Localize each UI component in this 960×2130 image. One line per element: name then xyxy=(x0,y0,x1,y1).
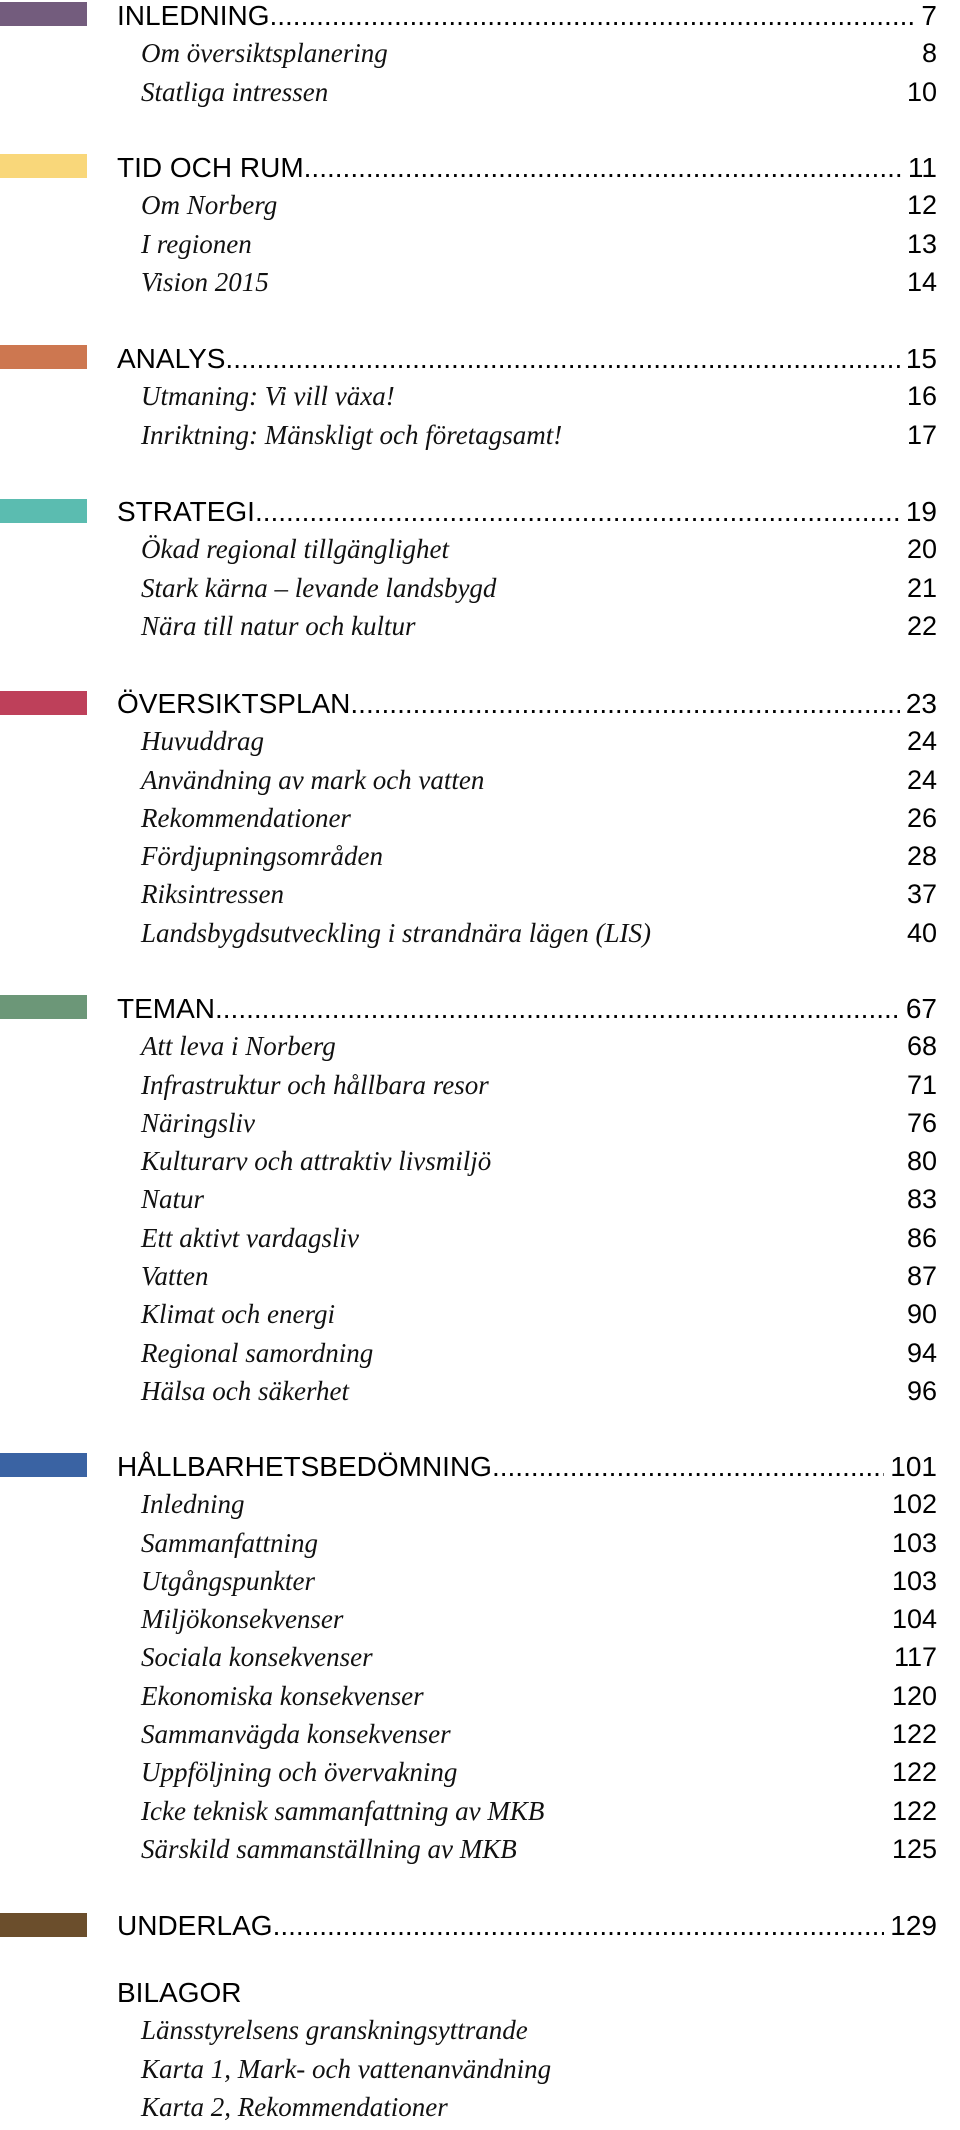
entry-page-number: 12 xyxy=(906,190,937,221)
dot-leader xyxy=(304,152,902,184)
heading-title: STRATEGI xyxy=(117,496,255,527)
entry-page-number: 87 xyxy=(906,1261,937,1292)
toc-entry[interactable] xyxy=(117,420,937,458)
toc-entry[interactable] xyxy=(117,381,937,419)
toc-section xyxy=(0,0,960,115)
toc-entry[interactable] xyxy=(117,1834,937,1872)
entry-page-number: 20 xyxy=(906,534,937,565)
entry-page-number: 90 xyxy=(906,1299,937,1330)
entry-title: Inriktning: Mänskligt och företagsamt! xyxy=(141,419,563,450)
toc-entry[interactable] xyxy=(117,1108,937,1146)
toc-entry[interactable] xyxy=(117,2015,937,2053)
toc-entry[interactable] xyxy=(117,1489,937,1527)
dot-leader xyxy=(269,0,915,32)
entry-page-number: 122 xyxy=(891,1719,937,1750)
toc-entry[interactable] xyxy=(117,1031,937,1069)
toc-entry[interactable] xyxy=(117,573,937,611)
heading-page-number: 67 xyxy=(905,993,937,1024)
entry-title: Användning av mark och vatten xyxy=(141,764,485,795)
entry-title: Karta 1, Mark- och vattenanvändning xyxy=(141,2053,552,2084)
toc-entry[interactable] xyxy=(117,2054,937,2092)
toc-section xyxy=(0,993,960,1414)
toc-entry[interactable] xyxy=(117,1528,937,1566)
entry-page-number: 26 xyxy=(906,802,937,833)
entry-title: Riksintressen xyxy=(141,879,284,910)
toc-section xyxy=(0,1451,960,1872)
heading-page-number: 7 xyxy=(921,0,937,31)
heading-page-number: 101 xyxy=(890,1451,937,1482)
entry-title: Sammanfattning xyxy=(141,1527,319,1558)
entry-page-number: 16 xyxy=(906,381,937,412)
entry-title: Vision 2015 xyxy=(141,266,269,297)
toc-entry[interactable] xyxy=(117,803,937,841)
toc-entry[interactable] xyxy=(117,1604,937,1642)
entry-page-number: 40 xyxy=(906,917,937,948)
entry-title: Utmaning: Vi vill växa! xyxy=(141,381,395,412)
toc-entry[interactable] xyxy=(117,534,937,572)
toc-entry[interactable] xyxy=(117,1299,937,1337)
dot-leader xyxy=(492,1451,884,1483)
toc-entry[interactable] xyxy=(117,77,937,115)
entry-title: Utgångspunkter xyxy=(141,1565,315,1596)
toc-entry[interactable] xyxy=(117,267,937,305)
heading-title: ANALYS xyxy=(117,343,226,374)
toc-section xyxy=(0,496,960,649)
dot-leader xyxy=(350,688,899,720)
toc-section xyxy=(0,688,960,956)
entry-title: Länsstyrelsens granskningsyttrande xyxy=(141,2015,528,2046)
heading-page-number: 129 xyxy=(890,1910,937,1941)
entry-page-number: 22 xyxy=(906,610,937,641)
toc-entry[interactable] xyxy=(117,1376,937,1414)
heading-page-number: 15 xyxy=(905,343,937,374)
toc-entry[interactable] xyxy=(117,38,937,76)
entry-title: Infrastruktur och hållbara resor xyxy=(141,1069,489,1100)
toc-entry[interactable] xyxy=(117,1566,937,1604)
entry-title: Regional samordning xyxy=(141,1337,374,1368)
entry-page-number: 24 xyxy=(906,726,937,757)
entry-page-number: 8 xyxy=(921,38,937,69)
entry-title: Miljökonsekvenser xyxy=(141,1604,344,1635)
toc-entry[interactable] xyxy=(117,1070,937,1108)
dot-leader xyxy=(255,496,900,528)
entry-page-number: 96 xyxy=(906,1375,937,1406)
heading-title: ÖVERSIKTSPLAN xyxy=(117,688,351,719)
entry-title: Särskild sammanställning av MKB xyxy=(141,1833,517,1864)
entry-title: Stark kärna – levande landsbygd xyxy=(141,572,497,603)
entry-title: Kulturarv och attraktiv livsmiljö xyxy=(141,1146,492,1177)
entry-page-number: 80 xyxy=(906,1146,937,1177)
heading-title: TID OCH RUM xyxy=(117,152,304,183)
entry-title: Ekonomiska konsekvenser xyxy=(141,1680,424,1711)
entry-page-number: 10 xyxy=(906,76,937,107)
entry-page-number: 122 xyxy=(891,1757,937,1788)
entry-title: Uppföljning och övervakning xyxy=(141,1757,458,1788)
toc-entry[interactable] xyxy=(117,1719,937,1757)
toc-heading[interactable] xyxy=(117,496,937,534)
entry-title: Landsbygdsutveckling i strandnära lägen (LIS) xyxy=(141,917,651,948)
entry-title: Rekommendationer xyxy=(141,802,351,833)
toc-section xyxy=(0,343,960,458)
toc-entry[interactable] xyxy=(117,2092,937,2130)
entry-page-number: 122 xyxy=(891,1795,937,1826)
toc-entry[interactable] xyxy=(117,841,937,879)
entry-page-number: 17 xyxy=(906,419,937,450)
dot-leader xyxy=(215,993,900,1025)
entry-page-number: 94 xyxy=(906,1337,937,1368)
section-color-bar xyxy=(0,1913,87,1937)
entry-page-number: 24 xyxy=(906,764,937,795)
entry-page-number: 120 xyxy=(891,1680,937,1711)
entry-title: Sammanvägda konsekvenser xyxy=(141,1719,451,1750)
dot-leader xyxy=(225,343,899,375)
entry-page-number: 103 xyxy=(891,1527,937,1558)
entry-title: Ett aktivt vardagsliv xyxy=(141,1222,359,1253)
toc-section xyxy=(0,1977,960,2130)
entry-title: Ökad regional tillgänglighet xyxy=(141,534,449,565)
entry-page-number: 103 xyxy=(891,1565,937,1596)
toc-heading[interactable] xyxy=(117,343,937,381)
entry-title: Vatten xyxy=(141,1261,209,1292)
toc-entry[interactable] xyxy=(117,190,937,228)
toc-section xyxy=(0,1910,960,1948)
entry-title: Om Norberg xyxy=(141,190,278,221)
toc-entry[interactable] xyxy=(117,918,937,956)
entry-page-number: 71 xyxy=(906,1069,937,1100)
toc-entry[interactable] xyxy=(117,1146,937,1184)
heading-page-number: 19 xyxy=(905,496,937,527)
entry-title: Sociala konsekvenser xyxy=(141,1642,373,1673)
heading-title: INLEDNING xyxy=(117,0,270,31)
toc-entry[interactable] xyxy=(117,1338,937,1376)
entry-title: Huvuddrag xyxy=(141,726,264,757)
section-color-bar xyxy=(0,154,87,178)
entry-page-number: 13 xyxy=(906,228,937,259)
toc-heading[interactable] xyxy=(117,688,937,726)
entry-title: Nära till natur och kultur xyxy=(141,610,416,641)
entry-page-number: 37 xyxy=(906,879,937,910)
toc-heading[interactable] xyxy=(117,1910,937,1948)
entry-title: Klimat och energi xyxy=(141,1299,335,1330)
entry-title: Icke teknisk sammanfattning av MKB xyxy=(141,1795,545,1826)
entry-page-number: 125 xyxy=(891,1833,937,1864)
toc-entry[interactable] xyxy=(117,726,937,764)
toc-entry[interactable] xyxy=(117,611,937,649)
entry-page-number: 68 xyxy=(906,1031,937,1062)
entry-page-number: 21 xyxy=(906,572,937,603)
heading-page-number: 23 xyxy=(905,688,937,719)
entry-page-number: 86 xyxy=(906,1222,937,1253)
toc-entry[interactable] xyxy=(117,1681,937,1719)
section-color-bar xyxy=(0,2,87,26)
entry-page-number: 117 xyxy=(893,1642,937,1673)
toc-heading[interactable] xyxy=(117,1451,937,1489)
entry-title: Näringsliv xyxy=(141,1107,256,1138)
entry-title: Fördjupningsområden xyxy=(141,841,383,872)
toc-entry[interactable] xyxy=(117,765,937,803)
section-color-bar xyxy=(0,499,87,523)
toc-entry[interactable] xyxy=(117,1261,937,1299)
entry-title: Karta 2, Rekommendationer xyxy=(141,2091,448,2122)
toc-heading[interactable] xyxy=(117,0,937,38)
toc-entry[interactable] xyxy=(117,1184,937,1222)
entry-page-number: 28 xyxy=(906,841,937,872)
heading-title: BILAGOR xyxy=(117,1977,242,2008)
dot-leader xyxy=(273,1910,885,1942)
entry-title: I regionen xyxy=(141,228,252,259)
entry-title: Statliga intressen xyxy=(141,76,329,107)
section-color-bar xyxy=(0,691,87,715)
entry-title: Natur xyxy=(141,1184,205,1215)
section-color-bar xyxy=(0,1453,87,1477)
toc-entry[interactable] xyxy=(117,1757,937,1795)
entry-title: Inledning xyxy=(141,1489,245,1520)
toc-entry[interactable] xyxy=(117,1796,937,1834)
entry-title: Om översiktsplanering xyxy=(141,38,388,69)
section-color-bar xyxy=(0,345,87,369)
toc-entry[interactable] xyxy=(117,1223,937,1261)
entry-page-number: 14 xyxy=(906,266,937,297)
toc-heading[interactable] xyxy=(117,152,937,190)
entry-title: Hälsa och säkerhet xyxy=(141,1375,349,1406)
heading-page-number: 11 xyxy=(907,152,937,183)
section-color-bar xyxy=(0,995,87,1019)
entry-page-number: 102 xyxy=(891,1489,937,1520)
heading-title: TEMAN xyxy=(117,993,215,1024)
heading-title: HÅLLBARHETSBEDÖMNING xyxy=(117,1451,492,1482)
entry-page-number: 104 xyxy=(891,1604,937,1635)
toc-entry[interactable] xyxy=(117,879,937,917)
toc-heading[interactable] xyxy=(117,1977,937,2015)
toc-section xyxy=(0,152,960,305)
entry-page-number: 76 xyxy=(906,1107,937,1138)
heading-title: UNDERLAG xyxy=(117,1910,273,1941)
toc-entry[interactable] xyxy=(117,1642,937,1680)
entry-page-number: 83 xyxy=(906,1184,937,1215)
toc-entry[interactable] xyxy=(117,229,937,267)
entry-title: Att leva i Norberg xyxy=(141,1031,336,1062)
toc-heading[interactable] xyxy=(117,993,937,1031)
